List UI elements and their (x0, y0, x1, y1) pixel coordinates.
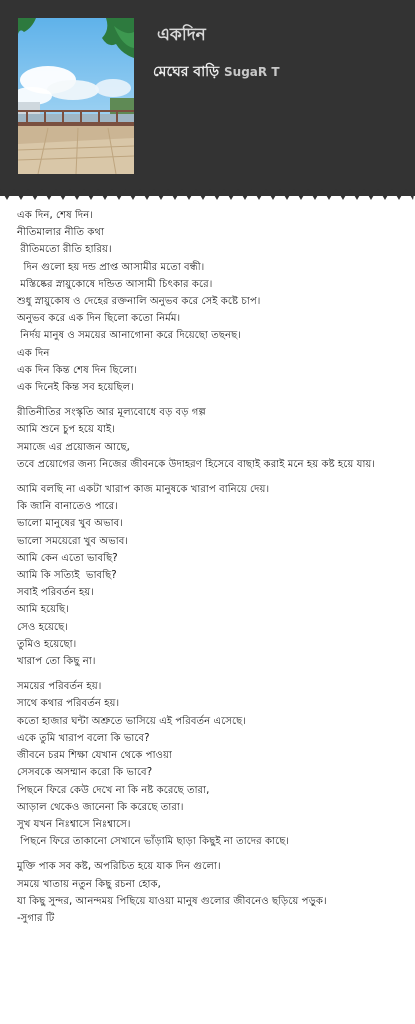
poem-line: সেসবকে অসম্মান করো কি ভাবে? (17, 767, 153, 779)
poem-line: রীতিনীতির সংস্কৃতি আর মূল্যবোধে বড় বড় গল্প (17, 407, 206, 419)
poem-line: অনুভব করে এক দিন ছিলো কতো নির্মম। (17, 313, 181, 325)
poem-line: -সুগার টি (17, 912, 55, 924)
poem-line: তবে প্রয়োগের জন্য নিজের জীবনকে উদাহরণ হিসেবে বাছাই করাই মনে হয় কষ্ট হয়ে যায়। (17, 458, 376, 470)
poem-line: আড়াল থেকেও জানেনা কি করেছে তারা। (17, 801, 184, 813)
poem-line: ভালো সময়েরো খুব অভাব। (17, 535, 129, 547)
poem-line: পিছনে ফিরে কেউ দেখে না কি নষ্ট করেছে তারা, (17, 784, 210, 796)
poem-line: নির্দয় মানুষ ও সময়ের আনাগোনা করে দিয়েছো তছনছ। (17, 330, 241, 342)
poem-line: মুক্তি পাক সব কষ্ট, অপরিচিত হয়ে যাক দিন গুলো। (17, 861, 221, 873)
poem-line: যা কিছু সুন্দর, আনন্দময় পিছিয়ে যাওয়া মানুষ গুলোর জীবনেও ছড়িয়ে পড়ুক। (17, 895, 327, 907)
poem-line: সমাজে এর প্রয়োজন আছে, (17, 441, 130, 453)
book-subtitle (153, 60, 280, 84)
zigzag-divider (0, 182, 415, 202)
poem-line: সময়ে খাতায় নতুন কিছু রচনা হোক, (17, 878, 161, 890)
header (0, 0, 415, 196)
poem-line: এক দিনেই কিন্ত সব হয়েছিল। (17, 382, 134, 394)
poem-line: তুমিও হয়েছো। (17, 638, 77, 650)
poem-line: একে তুমি খারাপ বলো কি ভাবে? (17, 732, 150, 744)
poem-line: সুখ যখন নিঃশ্বাসে নিঃশ্বাসে। (17, 818, 131, 830)
poem-line: সাথে কথার পরিবর্তন হয়। (17, 698, 120, 710)
poem-line: ভালো মানুষের খুব অভাব। (17, 518, 123, 530)
poem-line: সময়ের পরিবর্তন হয়। (17, 681, 102, 693)
poem-line: সেও হয়েছে। (17, 621, 68, 633)
poem-line: জীবনে চরম শিক্ষা যেখান থেকে পাওয়া (17, 750, 172, 762)
stanza (17, 481, 407, 670)
poem-line: রীতিমতো রীতি হারিয়। (17, 244, 112, 256)
poem-line: এক দিন, শেষ দিন। (17, 210, 93, 221)
author-name[interactable]: SugaR T (224, 65, 280, 79)
poem-line: কি জানি বানাতেও পারে। (17, 501, 118, 513)
cover-image[interactable] (18, 18, 134, 174)
poem-line: আমি কি সত্যিই ভাবছি? (17, 570, 117, 582)
poem-line: সবাই পরিবর্তন হয়। (17, 587, 94, 599)
poem-body (17, 207, 407, 935)
stanza (17, 207, 407, 396)
book-name[interactable]: মেঘের বাড়ি (153, 64, 220, 80)
stanza (17, 404, 407, 473)
poem-line: মস্তিষ্কের স্নায়ুকোষে দন্ডিত আসামী চিৎকার করে। (17, 278, 213, 290)
poem-line: আমি বলছি না একটা খারাপ কাজ মানুষকে খারাপ বানিয়ে দেয়। (17, 484, 270, 496)
poem-line: এক দিন (17, 347, 50, 359)
stanza (17, 858, 407, 927)
poem-line: এক দিন কিন্ত শেষ দিন ছিলো। (17, 364, 137, 376)
anime-landscape-illustration (18, 18, 134, 174)
poem-line: আমি কেন এতো ভাবছি? (17, 552, 118, 564)
poem-line: কতো হাজার ঘন্টা অশ্রুতে ভাসিয়ে এই পরিবর্তন এসেছে। (17, 715, 246, 727)
poem-line: আমি শুনে চুপ হয়ে যাই। (17, 424, 115, 436)
poem-line: খারাপ তো কিছু না। (17, 656, 96, 668)
poem-line: নীতিমালার নীতি কথা (17, 227, 105, 239)
poem-line: আমি হয়েছি। (17, 604, 69, 616)
story-title: একদিন (157, 25, 206, 45)
stanza (17, 678, 407, 850)
poem-line: দিন গুলো হয় দন্ড প্রাপ্ত আসামীর মতো বন্ধী। (17, 261, 205, 273)
poem-line: পিছনে ফিরে তাকানো সেখানে ভাঁড়ামি ছাড়া কিছুই না তাদের কাছে। (17, 836, 290, 848)
poem-line: শুধু স্নায়ুকোষ ও দেহের রক্তনালি অনুভব করে সেই কষ্টে চাপ। (17, 296, 261, 308)
